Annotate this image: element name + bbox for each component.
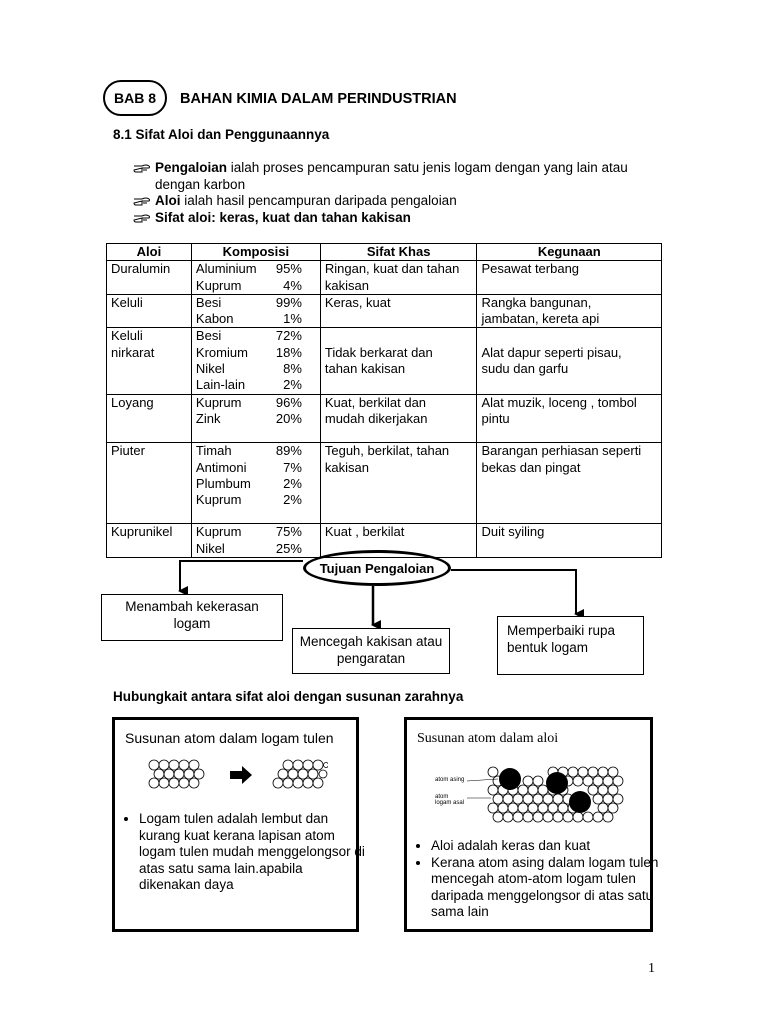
cell-line: Tidak berkarat dan [324, 344, 433, 360]
element-percent: 2% [283, 377, 302, 393]
element-name: Besi [195, 328, 222, 344]
cell-line: kakisan [324, 277, 369, 293]
element-name: Kromium [195, 344, 248, 360]
column-header: Kegunaan [477, 244, 662, 261]
definition-text: ialah proses pencampuran satu jenis logam dengan yang lain atau dengan karbon [155, 160, 628, 192]
cell-line: Kuat, berkilat dan [324, 394, 427, 410]
foreign-atom-label: atom asing [435, 777, 465, 783]
element-name: Kuprum [195, 394, 242, 410]
definition-text: ialah hasil pencampuran daripada pengaloian [180, 193, 457, 208]
page-number: 1 [648, 961, 655, 976]
box-line: pengaratan [336, 650, 406, 666]
element-percent: 96% [275, 394, 302, 410]
pure-metal-points [121, 811, 367, 894]
cell-line: Alat muzik, loceng , tombol [481, 394, 637, 410]
element-name: Zink [195, 410, 221, 426]
relation-heading: Hubungkait antara sifat aloi dengan susunan zarahnya [113, 689, 464, 704]
cell-line: Keras, kuat [324, 294, 391, 310]
element-name: Lain-lain [195, 377, 246, 393]
panel-title: Susunan atom dalam aloi [417, 731, 559, 746]
element-percent: 1% [283, 311, 302, 327]
element-percent: 89% [275, 443, 302, 459]
column-header: Aloi [107, 244, 192, 261]
box-line: Mencegah kakisan atau [299, 634, 443, 649]
cell-line: mudah dikerjakan [324, 410, 428, 426]
column-header: Komposisi [191, 244, 320, 261]
list-item: • Aloi adalah keras dan kuat [431, 838, 661, 855]
element-percent: 18% [275, 344, 302, 360]
element-percent: 95% [275, 261, 302, 277]
element-name: Kabon [195, 311, 234, 327]
cell-line: bekas dan pingat [481, 459, 581, 475]
chapter-title: BAHAN KIMIA DALAM PERINDUSTRIAN [180, 91, 457, 107]
cell-line: Ringan, kuat dan tahan [324, 261, 460, 277]
purpose-center-node: Tujuan Pengaloian [303, 550, 451, 586]
purpose-appearance-box [497, 616, 644, 675]
element-percent: 25% [275, 540, 302, 556]
element-percent: 72% [275, 328, 302, 344]
cell-line: kakisan [324, 459, 369, 475]
pure-metal-atoms-illustration [148, 757, 328, 797]
element-percent: 4% [283, 277, 302, 293]
pure-atom-label: atom logam asal [435, 794, 465, 806]
element-percent: 8% [283, 361, 302, 377]
cell-line: Piuter [111, 443, 145, 459]
right-arrow-icon [230, 766, 252, 784]
cell-line: pintu [481, 410, 510, 426]
definition-term: Pengaloian [155, 160, 228, 175]
cell-line: sudu dan garfu [481, 361, 569, 377]
cell-line: Rangka bangunan, [481, 294, 592, 310]
box-line: Memperbaiki rupa [507, 623, 616, 638]
cell-line: Duralumin [111, 261, 171, 277]
element-percent: 7% [283, 459, 302, 475]
cell-line: jambatan, kereta api [481, 311, 600, 327]
element-name: Nikel [195, 361, 225, 377]
cell-line: nirkarat [111, 344, 155, 360]
element-name: Aluminium [195, 261, 257, 277]
element-percent: 99% [275, 294, 302, 310]
box-line: bentuk logam [507, 639, 589, 655]
element-name: Besi [195, 294, 222, 310]
column-header: Sifat Khas [320, 244, 477, 261]
list-item: • Logam tulen adalah lembut dan kurang kuat kerana lapisan atom logam tulen mudah menggelongsor di atas satu sama lain.apabila dikenakan daya [139, 811, 367, 894]
cell-line: Kuprunikel [111, 524, 173, 540]
definition-term: Sifat aloi: keras, kuat dan tahan kakisan [155, 209, 411, 225]
element-name: Kuprum [195, 524, 242, 540]
box-line: Menambah kekerasan [125, 599, 259, 614]
element-name: Nikel [195, 540, 225, 556]
element-name: Kuprum [195, 277, 242, 293]
element-percent: 2% [283, 475, 302, 491]
alloy-points [413, 838, 661, 921]
pure-metal-panel [112, 717, 365, 932]
element-name: Timah [195, 443, 232, 459]
element-name: Plumbum [195, 475, 251, 491]
cell-line: Kuat , berkilat [324, 524, 405, 540]
cell-line: Teguh, berkilat, tahan [324, 443, 450, 459]
cell-line: Keluli [111, 294, 143, 310]
element-percent: 20% [275, 410, 302, 426]
cell-line: Loyang [111, 394, 154, 410]
cell-line: Keluli [111, 328, 143, 344]
section-heading: 8.1 Sifat Aloi dan Penggunaannya [113, 127, 330, 142]
cell-line: Pesawat terbang [481, 261, 580, 277]
panel-title: Susunan atom dalam logam tulen [125, 730, 334, 746]
cell-line: Barangan perhiasan seperti [481, 443, 642, 459]
cell-line: Alat dapur seperti pisau, [481, 344, 622, 360]
element-name: Kuprum [195, 492, 242, 508]
box-line: logam [173, 615, 211, 631]
element-percent: 2% [283, 492, 302, 508]
cell-line: Duit syiling [481, 524, 545, 540]
element-percent: 75% [275, 524, 302, 540]
alloy-panel [404, 717, 659, 932]
purpose-hardness-box [101, 594, 283, 641]
chapter-label: BAB 8 [103, 80, 167, 116]
list-item: • Kerana atom asing dalam logam tulen mencegah atom-atom logam tulen daripada menggelongsor di atas satu sama lain [431, 855, 661, 921]
definition-term: Aloi [155, 193, 181, 208]
element-name: Antimoni [195, 459, 247, 475]
cell-line: tahan kakisan [324, 361, 406, 377]
purpose-corrosion-box [292, 628, 450, 674]
